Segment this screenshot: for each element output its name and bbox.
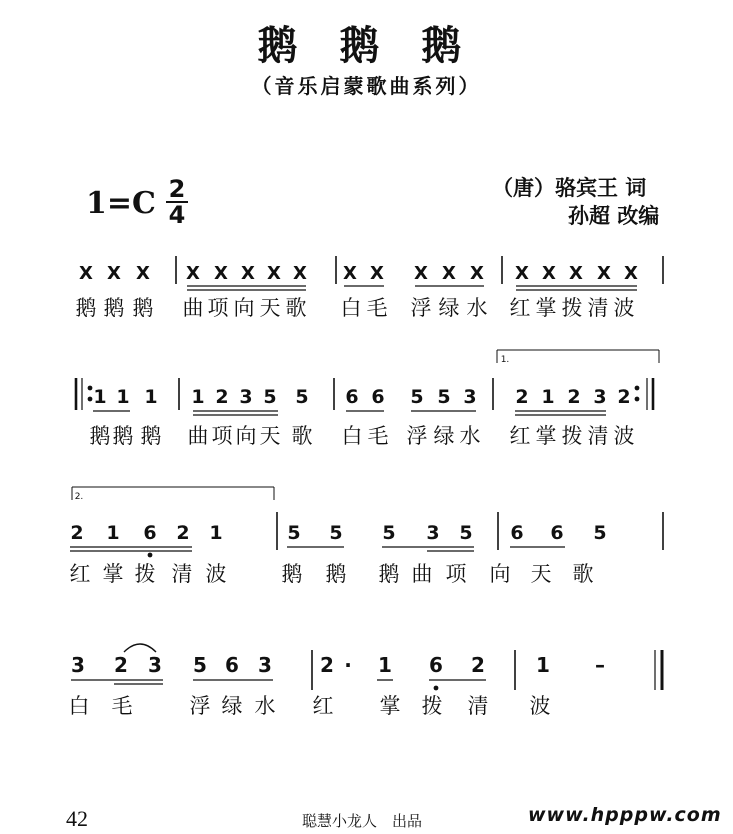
note: X [267,263,281,284]
lyric: 鹅 [378,562,400,586]
lyric: 掌 [102,562,124,586]
note: 5 [437,386,451,408]
note: – [595,653,605,677]
lyric: 项 [211,424,233,448]
lyric: 拨 [134,562,156,586]
lyric: 绿 [438,296,460,320]
note: 5 [263,386,277,408]
page-number: 42 [66,806,88,831]
note: X [370,263,384,284]
note: 3 [463,386,477,408]
lyric: 清 [171,562,193,586]
note: X [542,263,556,284]
lyric: 波 [613,424,635,448]
note: X [214,263,228,284]
note: · [344,653,352,677]
lyric: 拨 [561,296,583,320]
lyric: 掌 [535,296,557,320]
lyric: 毛 [367,424,389,448]
lyric: 鹅 [89,424,111,448]
lyric: 天 [530,562,552,586]
note: 2 [567,386,581,408]
note: X [515,263,529,284]
note: X [442,263,456,284]
lyric: 鹅 [132,296,154,320]
lyric: 清 [467,694,489,718]
note: X [136,263,150,284]
note: X [293,263,307,284]
lyric: 鹅 [281,562,303,586]
lyric: 鹅 [140,424,162,448]
note: 6 [550,522,564,544]
lyric: 水 [254,694,276,718]
note: 5 [382,522,396,544]
lyric: 向 [235,424,257,448]
lyric: 歌 [285,296,307,320]
note: 3 [148,653,162,677]
lyric: 歌 [572,562,594,586]
note: X [241,263,255,284]
note: 2 [471,653,485,677]
note: 1 [116,386,130,408]
note: X [107,263,121,284]
octave-dot-low [434,686,439,691]
lyric: 白 [340,296,362,320]
website-link[interactable]: www.hpppw.com [528,804,722,826]
note: 2 [617,386,631,408]
note: 3 [593,386,607,408]
note: 2 [114,653,128,677]
note: 1 [144,386,158,408]
lyric: 波 [529,694,551,718]
note: 6 [345,386,359,408]
lyric: 绿 [433,424,455,448]
repeat-dot [88,386,93,391]
lyric: 红 [69,562,91,586]
note: 6 [371,386,385,408]
note: X [569,263,583,284]
lyric: 鹅 [325,562,347,586]
lyric: 鹅 [112,424,134,448]
note: 2 [320,653,334,677]
note: 3 [426,522,440,544]
lyric: 歌 [291,424,313,448]
lyric: 鹅 [103,296,125,320]
note: X [597,263,611,284]
note: X [470,263,484,284]
lyric: 项 [445,562,467,586]
note: 1 [209,522,223,544]
song-title: 鹅 鹅 鹅 [257,23,476,69]
note: 3 [71,653,85,677]
note: 2 [176,522,190,544]
lyric: 浮 [189,694,211,718]
lyric: 拨 [421,694,443,718]
note: 6 [225,653,239,677]
time-signature-bottom: 4 [168,201,186,229]
note: 1 [106,522,120,544]
publisher-credit: 聪慧小龙人 出品 [302,814,423,830]
note: 2 [515,386,529,408]
lyric: 清 [587,424,609,448]
note: 5 [287,522,301,544]
note: 1 [93,386,107,408]
lyric: 红 [509,296,531,320]
lyric: 向 [233,296,255,320]
note: 6 [510,522,524,544]
lyric: 绿 [221,694,243,718]
repeat-dot [635,397,640,402]
slur-arc [124,644,156,652]
note: 5 [593,522,607,544]
note: 5 [295,386,309,408]
lyric: 毛 [366,296,388,320]
repeat-dot [88,397,93,402]
volta-label: 2. [74,492,84,502]
note: 5 [193,653,207,677]
lyric: 白 [68,694,90,718]
lyric: 红 [312,694,334,718]
note: 5 [329,522,343,544]
note: 1 [378,653,392,677]
lyric: 天 [259,296,281,320]
note: 5 [459,522,473,544]
lyric: 项 [207,296,229,320]
lyric: 水 [466,296,488,320]
note: 2 [70,522,84,544]
octave-dot-low [148,553,153,558]
lyric: 水 [459,424,481,448]
note: 2 [215,386,229,408]
note: 6 [143,522,157,544]
note: 1 [541,386,555,408]
note: X [79,263,93,284]
note: 1 [536,653,550,677]
volta-label: 1. [500,355,510,365]
note: 6 [429,653,443,677]
lyric: 掌 [379,694,401,718]
lyric: 波 [205,562,227,586]
key-signature: 1=C [86,186,156,221]
lyric: 波 [613,296,635,320]
lyric: 向 [489,562,511,586]
lyric: 清 [587,296,609,320]
lyric: 毛 [111,694,133,718]
lyric: 浮 [406,424,428,448]
lyric: 掌 [535,424,557,448]
note: X [343,263,357,284]
lyric: 天 [259,424,281,448]
note: 3 [258,653,272,677]
arranger-credit: 孙超 改编 [568,204,660,228]
lyric: 曲 [411,562,433,586]
note: X [186,263,200,284]
repeat-dot [635,386,640,391]
note: 5 [410,386,424,408]
lyric: 曲 [182,296,204,320]
lyric: 红 [509,424,531,448]
lyric: 拨 [561,424,583,448]
lyric: 鹅 [75,296,97,320]
note: 1 [191,386,205,408]
note: X [414,263,428,284]
note: 3 [239,386,253,408]
lyric: 曲 [187,424,209,448]
time-signature-top: 2 [168,175,186,203]
lyricist-credit: （唐）骆宾王 词 [492,176,647,200]
note: X [624,263,638,284]
lyric: 浮 [410,296,432,320]
lyric: 白 [341,424,363,448]
song-subtitle: （音乐启蒙歌曲系列） [251,74,482,98]
